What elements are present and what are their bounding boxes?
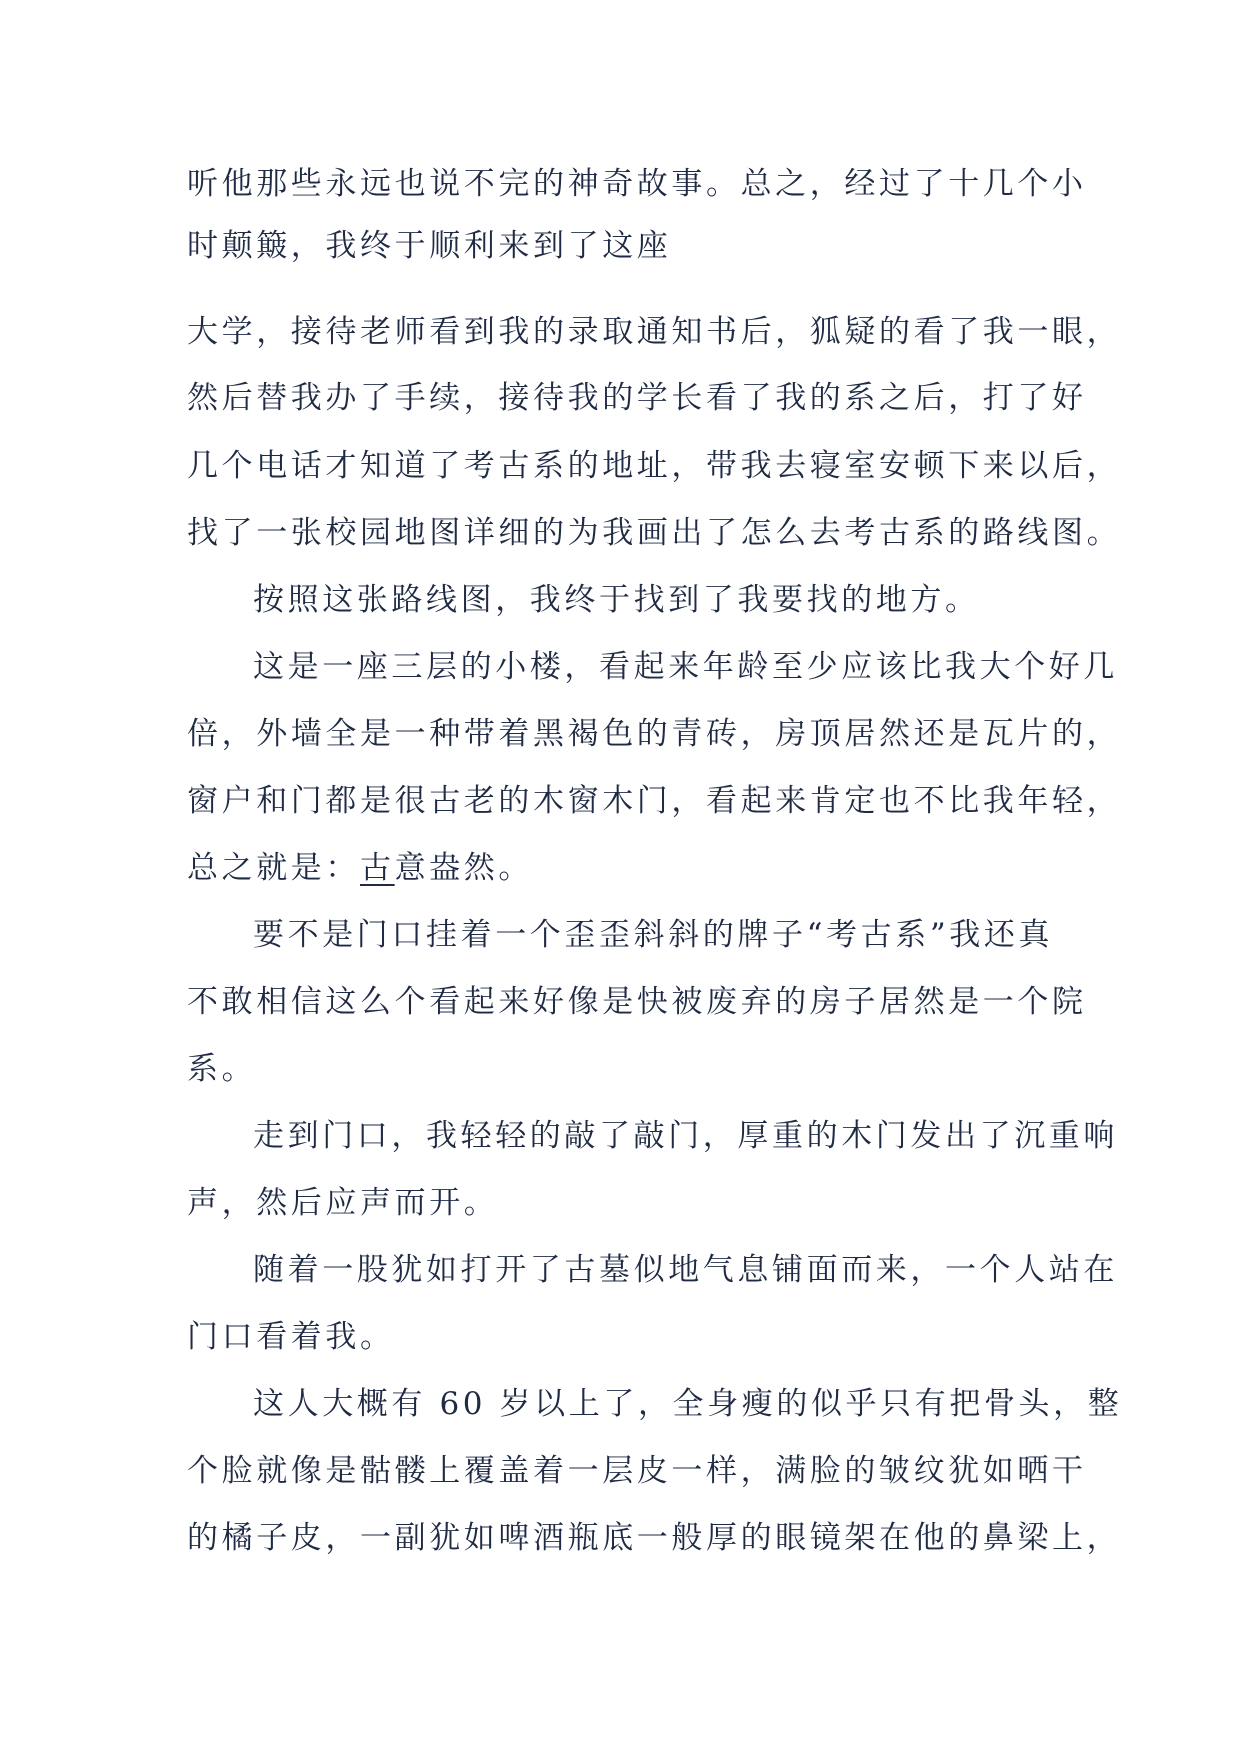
text-line: 窗户和门都是很古老的木窗木门，看起来肯定也不比我年轻， [187, 783, 1122, 819]
text-segment: 意盎然。 [394, 850, 534, 886]
paragraph-line: 按照这张路线图，我终于找到了我要找的地方。 [253, 582, 980, 618]
text-line: 听他那些永远也说不完的神奇故事。总之，经过了十几个小 [187, 166, 1087, 202]
paragraph-line: 走到门口，我轻轻的敲了敲门，厚重的木门发出了沉重响 [253, 1118, 1118, 1154]
text-line: 系。 [187, 1051, 257, 1087]
text-line: 不敢相信这么个看起来好像是快被废弃的房子居然是一个院 [187, 984, 1087, 1020]
text-line: 找了一张校园地图详细的为我画出了怎么去考古系的路线图。 [187, 515, 1122, 551]
paragraph-line: 这人大概有 60 岁以上了，全身瘦的似乎只有把骨头，整 [253, 1386, 1123, 1422]
text-line: 门口看着我。 [187, 1319, 395, 1355]
text-segment: 总之就是： [187, 850, 360, 886]
paragraph-line: 要不是门口挂着一个歪歪斜斜的牌子“考古系”我还真 [253, 917, 1054, 953]
text-line: 声，然后应声而开。 [187, 1185, 499, 1221]
text-line: 几个电话才知道了考古系的地址，带我去寝室安顿下来以后， [187, 448, 1122, 484]
paragraph-line: 随着一股犹如打开了古墓似地气息铺面而来，一个人站在 [253, 1252, 1118, 1288]
text-line: 倍，外墙全是一种带着黑褐色的青砖，房顶居然还是瓦片的， [187, 716, 1122, 752]
text-line [187, 848, 533, 888]
text-line: 然后替我办了手续，接待我的学长看了我的系之后，打了好 [187, 380, 1087, 416]
text-line: 时颠簸，我终于顺利来到了这座 [187, 228, 672, 264]
underlined-text: 古 [360, 850, 395, 886]
text-line: 大学，接待老师看到我的录取通知书后，狐疑的看了我一眼， [187, 314, 1122, 350]
text-line: 的橘子皮，一副犹如啤酒瓶底一般厚的眼镜架在他的鼻梁上， [187, 1520, 1122, 1556]
text-line: 个脸就像是骷髅上覆盖着一层皮一样，满脸的皱纹犹如晒干 [187, 1453, 1087, 1489]
paragraph-line: 这是一座三层的小楼，看起来年龄至少应该比我大个好几 [253, 649, 1118, 685]
